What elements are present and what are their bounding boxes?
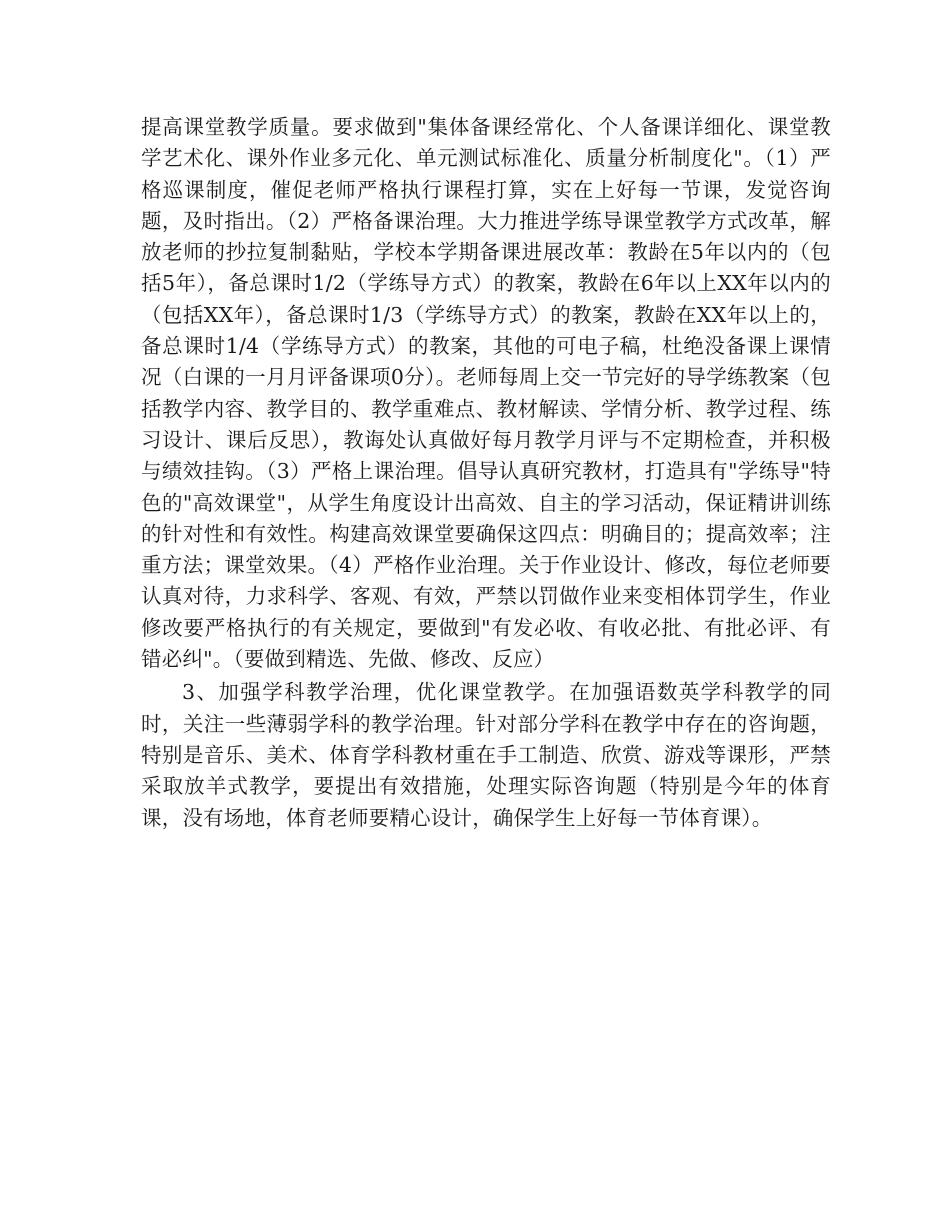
document-body — [141, 112, 831, 834]
paragraph-1: 提高课堂教学质量。要求做到"集体备课经常化、个人备课详细化、课堂教学艺术化、课外作业多元化、单元测试标准化、质量分析制度化"。（1）严格巡课制度，催促老师严格执行课程打算，实在上好每一节课，发觉咨询题，及时指出。（2）严格备课治理。大力推进学练导课堂教学方式改革，解放老师的抄拉复制黏贴，学校本学期备课进展改革：教龄在5年以内的（包括5年），备总课时1/2（学练导方式）的教案，教龄在6年以上XX年以内的（包括XX年），备总课时1/3（学练导方式）的教案，教龄在XX年以上的，备总课时1/4（学练导方式）的教案，其他的可电子稿，杜绝没备课上课情况（白课的一月月评备课项0分）。老师每周上交一节完好的导学练教案（包括教学内容、教学目的、教学重难点、教材解读、学情分析、教学过程、练习设计、课后反思），教诲处认真做好每月教学月评与不定期检查，并积极与绩效挂钩。（3）严格上课治理。倡导认真研究教材，打造具有"学练导"特色的"高效课堂"，从学生角度设计出高效、自主的学习活动，保证精讲训练的针对性和有效性。构建高效课堂要确保这四点：明确目的；提高效率；注重方法；课堂效果。（4）严格作业治理。关于作业设计、修改，每位老师要认真对待，力求科学、客观、有效，严禁以罚做作业来变相体罚学生，作业修改要严格执行的有关规定，要做到"有发必收、有收必批、有批必评、有错必纠"。（要做到精选、先做、修改、反应） — [141, 115, 831, 672]
paragraph-2: 3、加强学科教学治理，优化课堂教学。在加强语数英学科教学的同时，关注一些薄弱学科的教学治理。针对部分学科在教学中存在的咨询题，特别是音乐、美术、体育学科教材重在手工制造、欣赏、游戏等课形，严禁采取放羊式教学，要提出有效措施，处理实际咨询题（特别是今年的体育课，没有场地，体育老师要精心设计，确保学生上好每一节体育课）。 — [141, 680, 831, 830]
